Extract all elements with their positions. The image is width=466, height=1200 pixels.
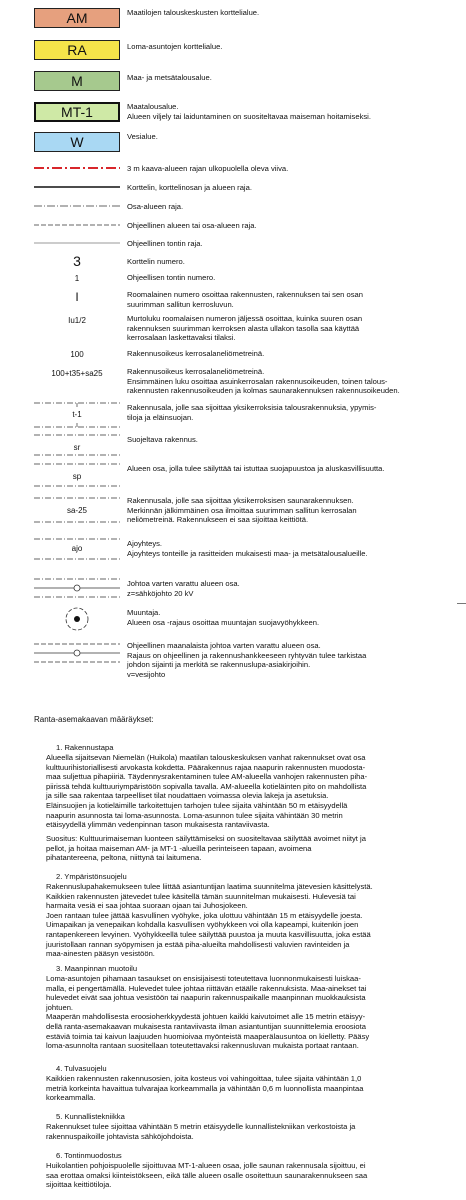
red-dashdot-line [34, 163, 120, 173]
block-num-desc: Korttelin numero. [127, 257, 185, 266]
section-6-body: Huikolantien pohjoispuolelle sijoittuvaa MT-1-alueen osaa, jolle saunan rakennusala sijoittuu, ei saa erottaa omaksi kiinteistökseen, eikä tälle alueen osalle osoitettuun saunarakennukseen saa sijoittaa keittiötiloja. [46, 1161, 368, 1190]
v-desc: Ohjeellinen maanalaista johtoa varten varattu alueen osa. Rajaus on ohjeellinen ja rakennushankkeeseen ryhtyvän tulee tarkistaa johdon sijainti ja merkitä se rakennuslupa-asiakirjoihin. v=vesijohto [127, 641, 367, 679]
m-desc: Maa- ja metsätalousalue. [127, 73, 212, 82]
dashdot-line [34, 201, 120, 211]
block-num-symbol: 3 [73, 253, 81, 269]
w-desc: Vesialue. [127, 132, 158, 141]
fraction-symbol: Iu1/2 [68, 315, 86, 325]
floor-area2-symbol: 100+t35+sa25 [51, 368, 103, 378]
section-1-title: 1. Rakennustapa [56, 743, 114, 752]
sr-label: sr [73, 443, 81, 452]
line-plot-desc: Ohjeellinen tontin raja. [127, 239, 203, 248]
am-swatch: AM [34, 8, 120, 28]
line-red-desc: 3 m kaava-alueen rajan ulkopuolella oleva viiva. [127, 164, 289, 173]
ajo-label: ajo [71, 544, 83, 553]
sp-desc: Alueen osa, jolla tulee säilyttää tai istuttaa suojapuustoa ja aluskasvillisuutta. [127, 464, 385, 473]
solid-line [34, 182, 120, 192]
ra-desc: Loma-asuntojen korttelialue. [127, 42, 223, 51]
ajo-desc: Ajoyhteys. Ajoyhteys tonteille ja rasitteiden mukaisesti maa- ja metsätalousalueille. [127, 539, 368, 558]
z-symbol [34, 575, 120, 601]
section-1-note: Suositus: Kulttuurimaiseman luonteen säilyttämiseksi on suositeltavaa säilyttää avoimet niityt ja pellot, ja hoitaa maiseman AM- ja MT-1 -alueilla perinteiseen tapaan, avoimena pihatantereena, peltona, niittynä tai laitumena. [46, 834, 366, 863]
section-3-body: Loma-asuntojen pihamaan tasaukset on ensisijaisesti toteutettava luonnonmukaisesti luiskaa- malla, ei pengertämällä. Hulevedet tulee johtaa riittävän etäälle rakennuksista. Maa-ainekset tai hulevedet eivät saa johtua vesistöön tai naapurin rakennuspaikalle maanpinnan muokkauksista johtuen. Maaperän mahdollisesta eroosioherkkyydestä johtuen kaikki kaivutoimet alle 15 metrin etäisyy- dellä ranta-asemakaavan mukaisesta rantaviivasta ilman asiantuntijan suunnittelemia eroosiota estäviä toimia tai kaivun laajuuden huomioivaa myönteistä maaperälausuntoa on kielletty. Pääsy loma-asunnolta rantaan suositellaan toteutettavaksi rakennusluvan mukaista portaat rantaan. [46, 974, 370, 1051]
line-block-desc: Korttelin, korttelinosan ja alueen raja. [127, 183, 252, 192]
section-2-body: Rakennuslupahakemukseen tulee liittää asiantuntijan laatima suunnitelma jätevesien käsittelystä. Kaikkien rakennusten jätevedet tulee käsitellä tämän suunnitelman mukaisesti. Hulevesiä tai harmaita vesiä ei saa johtaa suoraan ojaan tai Juhosjokeen. Joen rantaan tulee jättää kasvullinen vyöhyke, joka ulottuu vähintään 15 m etäisyydelle joesta. Uimapaikan ja venepaikan kohdalla kasvullisen vyöhykkeen voi olla kapeampi, kuitenkin joen rantapenkereen levyinen. Vyöhykkeellä tulee säilyttää puustoa ja muuta kasvillisuutta, joka estää juuristollaan rannan syöpymisen ja estää piha-alueilta mahdollisesti valuvien ravinteiden ja maa-ainesten pääsyn vesistöön. [46, 882, 373, 959]
v-symbol [34, 640, 120, 666]
section-5-title: 5. Kunnallistekniikka [56, 1112, 125, 1121]
mt1-swatch: MT-1 [34, 102, 120, 122]
roman-symbol: I [75, 290, 79, 304]
ra-swatch: RA [34, 40, 120, 60]
regulations-heading: Ranta-asemakaavan määräykset: [34, 715, 154, 724]
plot-num-desc: Ohjeellisen tontin numero. [127, 273, 216, 282]
dashed-line [34, 220, 120, 230]
w-swatch: W [34, 132, 120, 152]
floor-area-symbol: 100 [70, 349, 84, 359]
z-desc: Johtoa varten varattu alueen osa. z=sähköjohto 20 kV [127, 579, 240, 598]
thin-line [34, 238, 120, 248]
roman-desc: Roomalainen numero osoittaa rakennusten, rakennuksen tai sen osan suurimman sallitun kerrosluvun. [127, 290, 363, 309]
t1-desc: Rakennusala, jolle saa sijoittaa yksikerroksisia talousrakennuksia, ypymis- tiloja ja eläinsuojan. [127, 403, 377, 422]
section-3-title: 3. Maanpinnan muotoilu [56, 964, 138, 973]
floor-area2-desc: Rakennusoikeus kerrosalaneliömetreinä. Ensimmäinen luku osoittaa asuinkerrosalan rakennusoikeuden, toinen talous- rakennusten rakennusoikeuden ja kolmas saunarakennuksen rakennusoikeuden. [127, 367, 400, 396]
section-4-body: Kaikkien rakennusten rakennusosien, joita kosteus voi vahingoittaa, tulee sijaita vähintään 1,0 metriä korkeinta havaittua tulvarajaa korkeammalla ja vähintään 0,6 m luonnollista maanpintaa korkeammalla. [46, 1074, 364, 1103]
am-desc: Maatilojen talouskeskusten korttelialue. [127, 8, 260, 17]
sr-desc: Suojeltava rakennus. [127, 435, 198, 444]
section-6-title: 6. Tontinmuodostus [56, 1151, 122, 1160]
page-edge-mark [457, 603, 466, 604]
floor-area-desc: Rakennusoikeus kerrosalaneliömetreinä. [127, 349, 265, 358]
section-4-title: 4. Tulvasuojelu [56, 1064, 107, 1073]
plot-num-symbol: 1 [74, 273, 80, 283]
mt1-desc: Maatalousalue. Alueen viljely tai laiduntaminen on suositeltavaa maiseman hoitamiseksi. [127, 102, 371, 121]
section-2-title: 2. Ympäristönsuojelu [56, 872, 127, 881]
sa25-desc: Rakennusala, jolle saa sijoittaa yksikerroksisen saunarakennuksen. Merkinnän jälkimmäinen osa ilmoittaa suurimman sallitun kerrosalan neliömetreinä. Rakennukseen ei saa sijoittaa keittiötä. [127, 496, 357, 525]
section-1-body: Alueella sijaitsevan Niemelän (Huikola) maatilan talouskeskuksen vanhat rakennukset ovat osa kulttuurihistoriallisesti arvokasta kokdetta. Päärakennus rajaa naapurin rakennusten muodosta- maa suljettua pihapiiriä. Täydennysrakentaminen tulee AM-alueella vanhojen rakennusten piha- piirissä tehdä kulttuuriympäristöön sopivalla tavalla. AM-alueella kotieläinten pito on mahdollista ja sille saa rakentaa tarpeelliset tilat noudattaen voimassa olevia lakeja ja asetuksia. Eläinsuojien ja kotieläimille tarkoitettujen tarhojen tulee sijaita vähintään 50 m etäisyydellä naapurin asunnosta tai loma-asunnosta. Loma-asunnon tulee sijaita vähintään 30 metrin etäisyydellä ylimmän vedenpinnan tason mukaisesta rantaviivasta. [46, 753, 368, 830]
t1-label: t-1 [72, 410, 82, 419]
fraction-desc: Murtoluku roomalaisen numeron jäljessä osoittaa, kuinka suuren osan rakennuksen suurimman kerroksen alasta ullakon tasolla saa käyttää kerrosalaan laskettavaksi tilaksi. [127, 314, 363, 343]
muuntaja-desc: Muuntaja. Alueen osa -rajaus osoittaa muuntajan suojavyöhykkeen. [127, 608, 320, 627]
line-guide-desc: Ohjeellinen alueen tai osa-alueen raja. [127, 221, 257, 230]
section-5-body: Rakennukset tulee sijoittaa vähintään 5 metrin etäisyydelle kunnallistekniikan verkostoista ja rakennuspaikoille johtavista sähköjohdoista. [46, 1122, 356, 1141]
sp-label: sp [72, 472, 82, 481]
transformer-icon [34, 605, 120, 633]
m-swatch: M [34, 71, 120, 91]
line-subarea-desc: Osa-alueen raja. [127, 202, 184, 211]
sa25-label: sa-25 [66, 506, 87, 515]
